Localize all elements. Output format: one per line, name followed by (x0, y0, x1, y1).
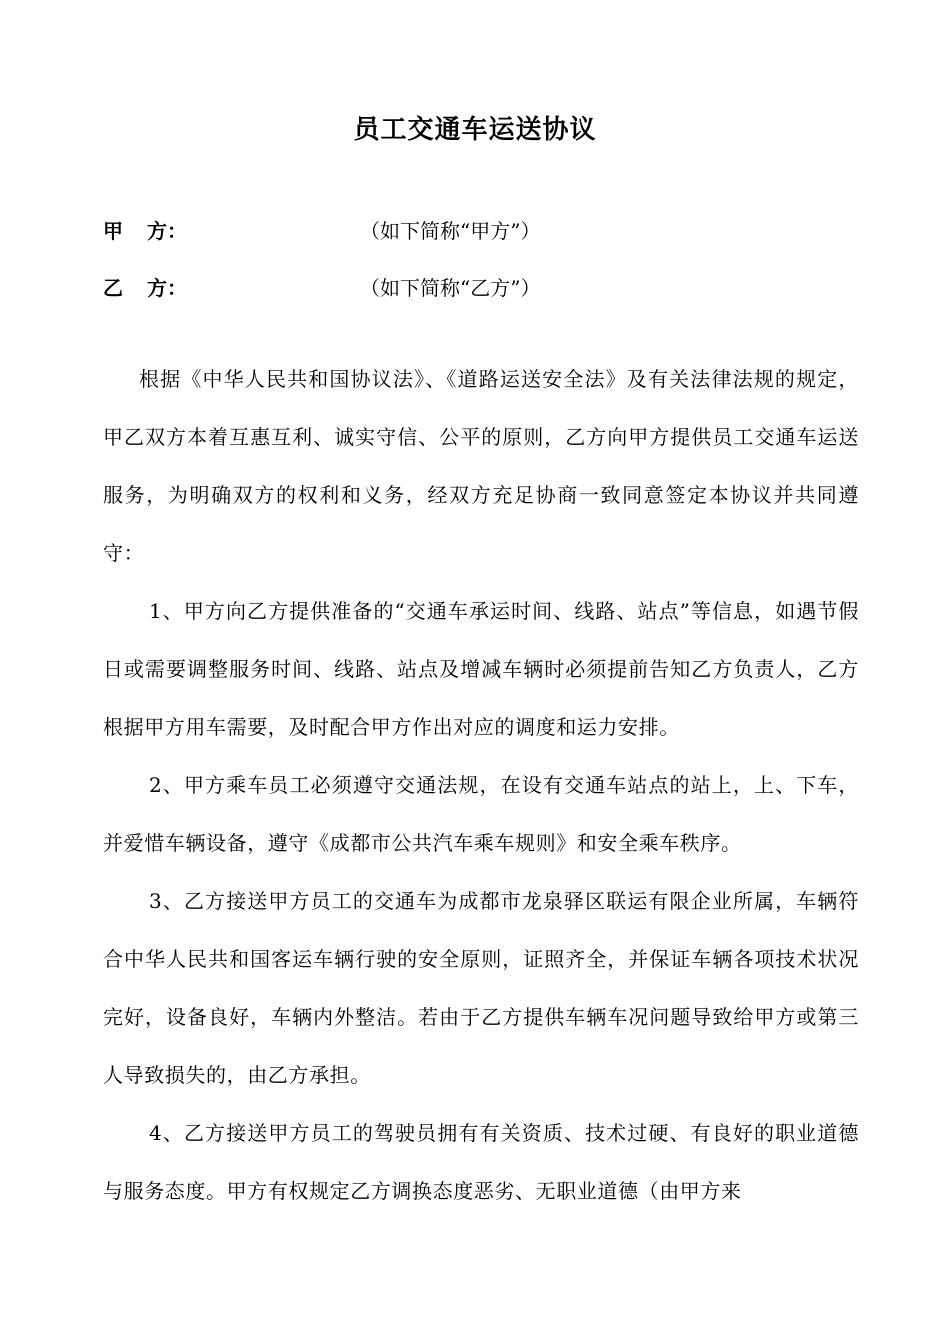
clause-1-paragraph: 1、甲方向乙方提供准备的“交通车承运时间、线路、站点”等信息，如遇节假日或需要调整服务时间、线路、站点及增减车辆时必须提前告知乙方负责人，乙方根据甲方用车需要，及时配合甲方作出对应的调度和运力安排。 (103, 599, 859, 739)
document-title: 员工交通车运送协议 (353, 115, 597, 145)
party-b-line (103, 272, 863, 304)
party-a-note: （如下简称“甲方”） (360, 219, 541, 243)
party-b-label: 乙 方： (103, 276, 187, 300)
agreement-body (103, 350, 859, 1220)
clause-2-paragraph: 2、甲方乘车员工必须遵守交通法规，在设有交通车站点的站上，上、下车，并爱惜车辆设备，遵守《成都市公共汽车乘车规则》和安全乘车秩序。 (103, 773, 859, 855)
clause-4-paragraph: 4、乙方接送甲方员工的驾驶员拥有有关资质、技术过硬、有良好的职业道德与服务态度。甲方有权规定乙方调换态度恶劣、无职业道德（由甲方来 (103, 1121, 859, 1203)
party-b-note: （如下简称“乙方”） (360, 276, 541, 300)
party-a-line (103, 215, 863, 247)
clause-3-paragraph: 3、乙方接送甲方员工的交通车为成都市龙泉驿区联运有限企业所属，车辆符合中华人民共和国客运车辆行驶的安全原则，证照齐全，并保证车辆各项技术状况完好，设备良好，车辆内外整洁。若由于乙方提供车辆车况问题导致给甲方或第三人导致损失的，由乙方承担。 (103, 889, 859, 1087)
preamble-paragraph: 根据《中华人民共和国协议法》、《道路运送安全法》及有关法律法规的规定，甲乙双方本着互惠互利、诚实守信、公平的原则，乙方向甲方提供员工交通车运送服务，为明确双方的权利和义务，经双方充足协商一致同意签定本协议并共同遵守： (103, 367, 859, 565)
party-a-label: 甲 方： (103, 219, 187, 243)
